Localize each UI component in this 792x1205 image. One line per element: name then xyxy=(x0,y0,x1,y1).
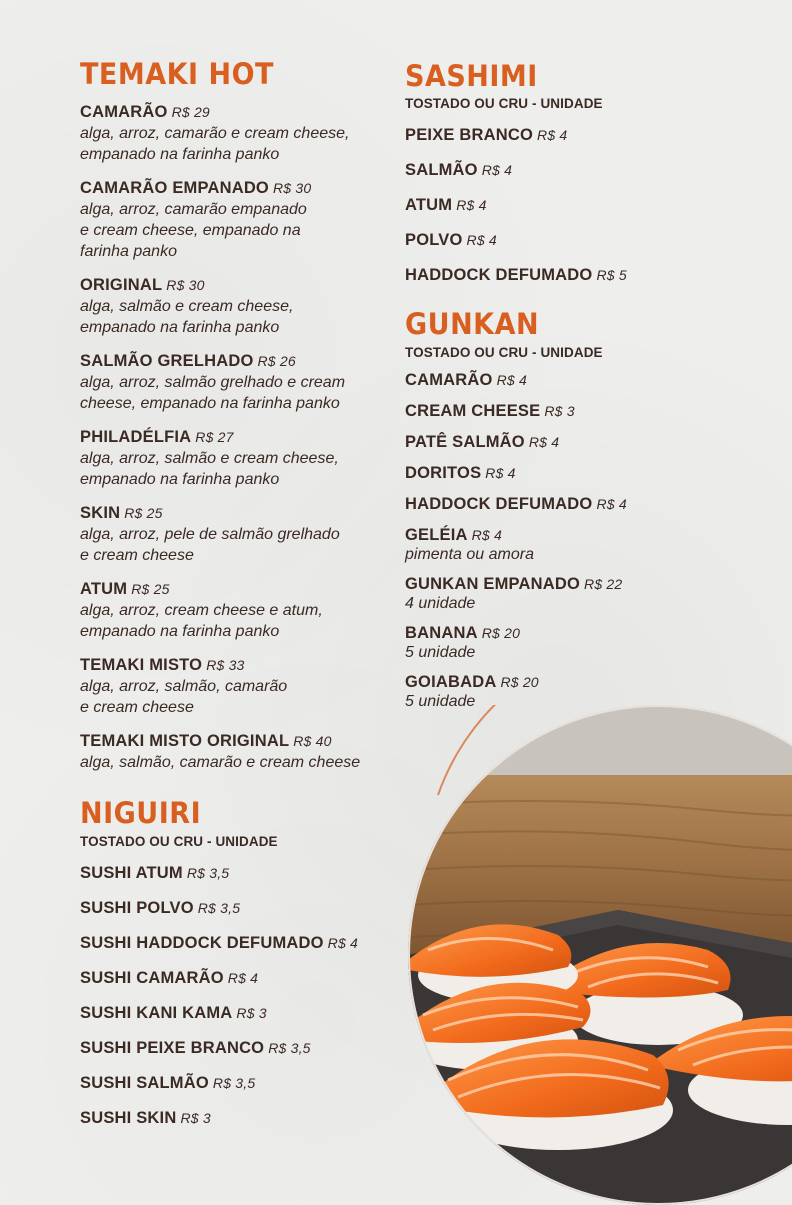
item-desc: alga, arroz, camarão e cream cheese, xyxy=(80,125,350,143)
item-desc: empanado na farinha panko xyxy=(80,319,280,337)
item-desc: e cream cheese, empanado na xyxy=(80,222,301,240)
item-desc: cheese, empanado na farinha panko xyxy=(80,395,340,413)
menu-item xyxy=(80,275,400,338)
item-name: SUSHI POLVO xyxy=(80,898,194,917)
left-column xyxy=(80,58,400,1129)
item-name: PATÊ SALMÃO xyxy=(405,432,525,451)
menu-item xyxy=(405,265,765,286)
item-name: ATUM xyxy=(405,196,453,215)
item-name: SALMÃO xyxy=(405,161,478,180)
menu-item xyxy=(80,1108,400,1129)
item-price: R$ 27 xyxy=(195,429,234,446)
item-desc: 5 unidade xyxy=(405,643,476,661)
item-name: SUSHI HADDOCK DEFUMADO xyxy=(80,933,324,952)
item-desc: alga, arroz, salmão grelhado e cream xyxy=(80,374,346,392)
menu-item xyxy=(80,655,400,718)
item-price: R$ 20 xyxy=(481,624,521,641)
section-subtitle: TOSTADO OU CRU - UNIDADE xyxy=(405,96,603,112)
item-name: HADDOCK DEFUMADO xyxy=(405,266,593,285)
item-name: GOIABADA xyxy=(405,672,497,691)
item-name: DORITOS xyxy=(405,463,482,482)
item-price: R$ 26 xyxy=(257,353,296,370)
item-price: R$ 4 xyxy=(466,232,497,249)
item-price: R$ 4 xyxy=(537,127,568,144)
item-name: POLVO xyxy=(405,231,463,250)
item-desc: empanado na farinha panko xyxy=(80,471,280,489)
item-name: CAMARÃO xyxy=(80,103,168,122)
item-name: TEMAKI MISTO xyxy=(80,656,203,675)
menu-item xyxy=(80,1073,400,1094)
menu-item xyxy=(80,178,400,262)
section-title: SASHIMI xyxy=(405,60,538,94)
menu-item xyxy=(80,102,400,165)
menu-item xyxy=(405,125,765,146)
item-name: PHILADÉLFIA xyxy=(80,428,192,447)
menu-item xyxy=(405,432,765,453)
item-desc: 4 unidade xyxy=(405,594,476,612)
item-desc: alga, salmão, camarão e cream cheese xyxy=(80,754,361,772)
item-desc: empanado na farinha panko xyxy=(80,623,280,641)
item-desc: 5 unidade xyxy=(405,692,476,710)
item-name: PEIXE BRANCO xyxy=(405,126,534,145)
item-price: R$ 4 xyxy=(471,526,502,543)
item-name: SUSHI SALMÃO xyxy=(80,1073,209,1092)
item-price: R$ 4 xyxy=(327,934,359,951)
item-price: R$ 20 xyxy=(500,673,539,690)
menu-item xyxy=(405,525,765,564)
section-subtitle: TOSTADO OU CRU - UNIDADE xyxy=(405,344,603,360)
section-sashimi xyxy=(405,60,765,286)
item-price: R$ 3 xyxy=(180,1109,211,1126)
item-desc: farinha panko xyxy=(80,243,177,261)
item-desc: alga, arroz, camarão empanado xyxy=(80,201,307,219)
item-price: R$ 3,5 xyxy=(186,864,230,881)
item-name: HADDOCK DEFUMADO xyxy=(405,494,593,513)
item-name: SALMÃO GRELHADO xyxy=(80,352,254,371)
item-name: SUSHI SKIN xyxy=(80,1108,177,1127)
item-price: R$ 3,5 xyxy=(197,899,241,916)
item-price: R$ 22 xyxy=(584,575,623,592)
item-name: ORIGINAL xyxy=(80,276,163,295)
item-name: CREAM CHEESE xyxy=(405,401,541,420)
item-desc: alga, arroz, pele de salmão grelhado xyxy=(80,526,340,544)
menu-item xyxy=(405,574,765,613)
section-temaki-hot xyxy=(80,58,400,773)
menu-item xyxy=(80,933,400,954)
item-price: R$ 4 xyxy=(481,162,513,179)
item-price: R$ 40 xyxy=(293,733,332,750)
item-price: R$ 4 xyxy=(528,433,560,450)
menu-item xyxy=(405,230,765,251)
section-title: GUNKAN xyxy=(405,308,540,342)
item-name: GELÉIA xyxy=(405,525,468,544)
section-gunkan xyxy=(405,308,765,710)
menu-item xyxy=(80,731,400,773)
item-price: R$ 33 xyxy=(206,657,245,674)
item-price: R$ 3 xyxy=(544,402,575,419)
item-desc: e cream cheese xyxy=(80,699,194,717)
item-desc: empanado na farinha panko xyxy=(80,146,280,164)
item-price: R$ 30 xyxy=(166,277,205,294)
item-price: R$ 30 xyxy=(272,180,312,197)
item-desc: alga, salmão e cream cheese, xyxy=(80,298,294,316)
item-desc: alga, arroz, salmão, camarão xyxy=(80,678,288,696)
item-price: R$ 4 xyxy=(227,969,259,986)
menu-item xyxy=(80,1003,400,1024)
item-desc: alga, arroz, cream cheese e atum, xyxy=(80,602,323,620)
item-name: CAMARÃO xyxy=(405,370,493,389)
item-price: R$ 5 xyxy=(596,267,627,284)
menu-item xyxy=(405,623,765,662)
menu-item xyxy=(80,898,400,919)
section-subtitle: TOSTADO OU CRU - UNIDADE xyxy=(80,833,278,849)
item-name: SKIN xyxy=(80,504,121,523)
item-desc: alga, arroz, salmão e cream cheese, xyxy=(80,450,339,468)
menu-item xyxy=(405,463,765,484)
item-price: R$ 4 xyxy=(496,371,527,388)
item-name: SUSHI ATUM xyxy=(80,863,183,882)
menu-item xyxy=(405,494,765,515)
menu-item xyxy=(80,1038,400,1059)
item-price: R$ 3 xyxy=(236,1004,267,1021)
menu-item xyxy=(405,370,765,391)
menu-item xyxy=(405,401,765,422)
menu-item xyxy=(80,427,400,490)
menu-item xyxy=(405,160,765,181)
item-name: ATUM xyxy=(80,580,128,599)
item-price: R$ 25 xyxy=(124,505,163,522)
item-desc: pimenta ou amora xyxy=(405,545,534,563)
menu-item xyxy=(80,863,400,884)
item-price: R$ 4 xyxy=(596,495,627,512)
sushi-photo xyxy=(408,705,792,1205)
item-name: TEMAKI MISTO ORIGINAL xyxy=(80,732,290,751)
menu-item xyxy=(80,351,400,414)
item-name: BANANA xyxy=(405,623,478,642)
item-price: R$ 4 xyxy=(456,197,487,214)
right-column xyxy=(405,60,765,711)
item-price: R$ 4 xyxy=(485,464,516,481)
section-title: NIGUIRI xyxy=(80,797,202,831)
item-name: SUSHI PEIXE BRANCO xyxy=(80,1038,265,1057)
item-name: CAMARÃO EMPANADO xyxy=(80,179,269,198)
item-desc: e cream cheese xyxy=(80,547,194,565)
section-niguiri xyxy=(80,797,400,1128)
menu-item xyxy=(405,195,765,216)
item-price: R$ 3,5 xyxy=(212,1074,256,1091)
item-name: SUSHI CAMARÃO xyxy=(80,968,224,987)
menu-item xyxy=(80,503,400,566)
menu-item xyxy=(80,968,400,989)
item-name: GUNKAN EMPANADO xyxy=(405,574,581,593)
menu-item xyxy=(80,579,400,642)
item-price: R$ 3,5 xyxy=(268,1039,311,1056)
item-price: R$ 29 xyxy=(171,104,210,121)
section-title: TEMAKI HOT xyxy=(80,58,274,92)
item-price: R$ 25 xyxy=(131,581,170,598)
item-name: SUSHI KANI KAMA xyxy=(80,1003,233,1022)
